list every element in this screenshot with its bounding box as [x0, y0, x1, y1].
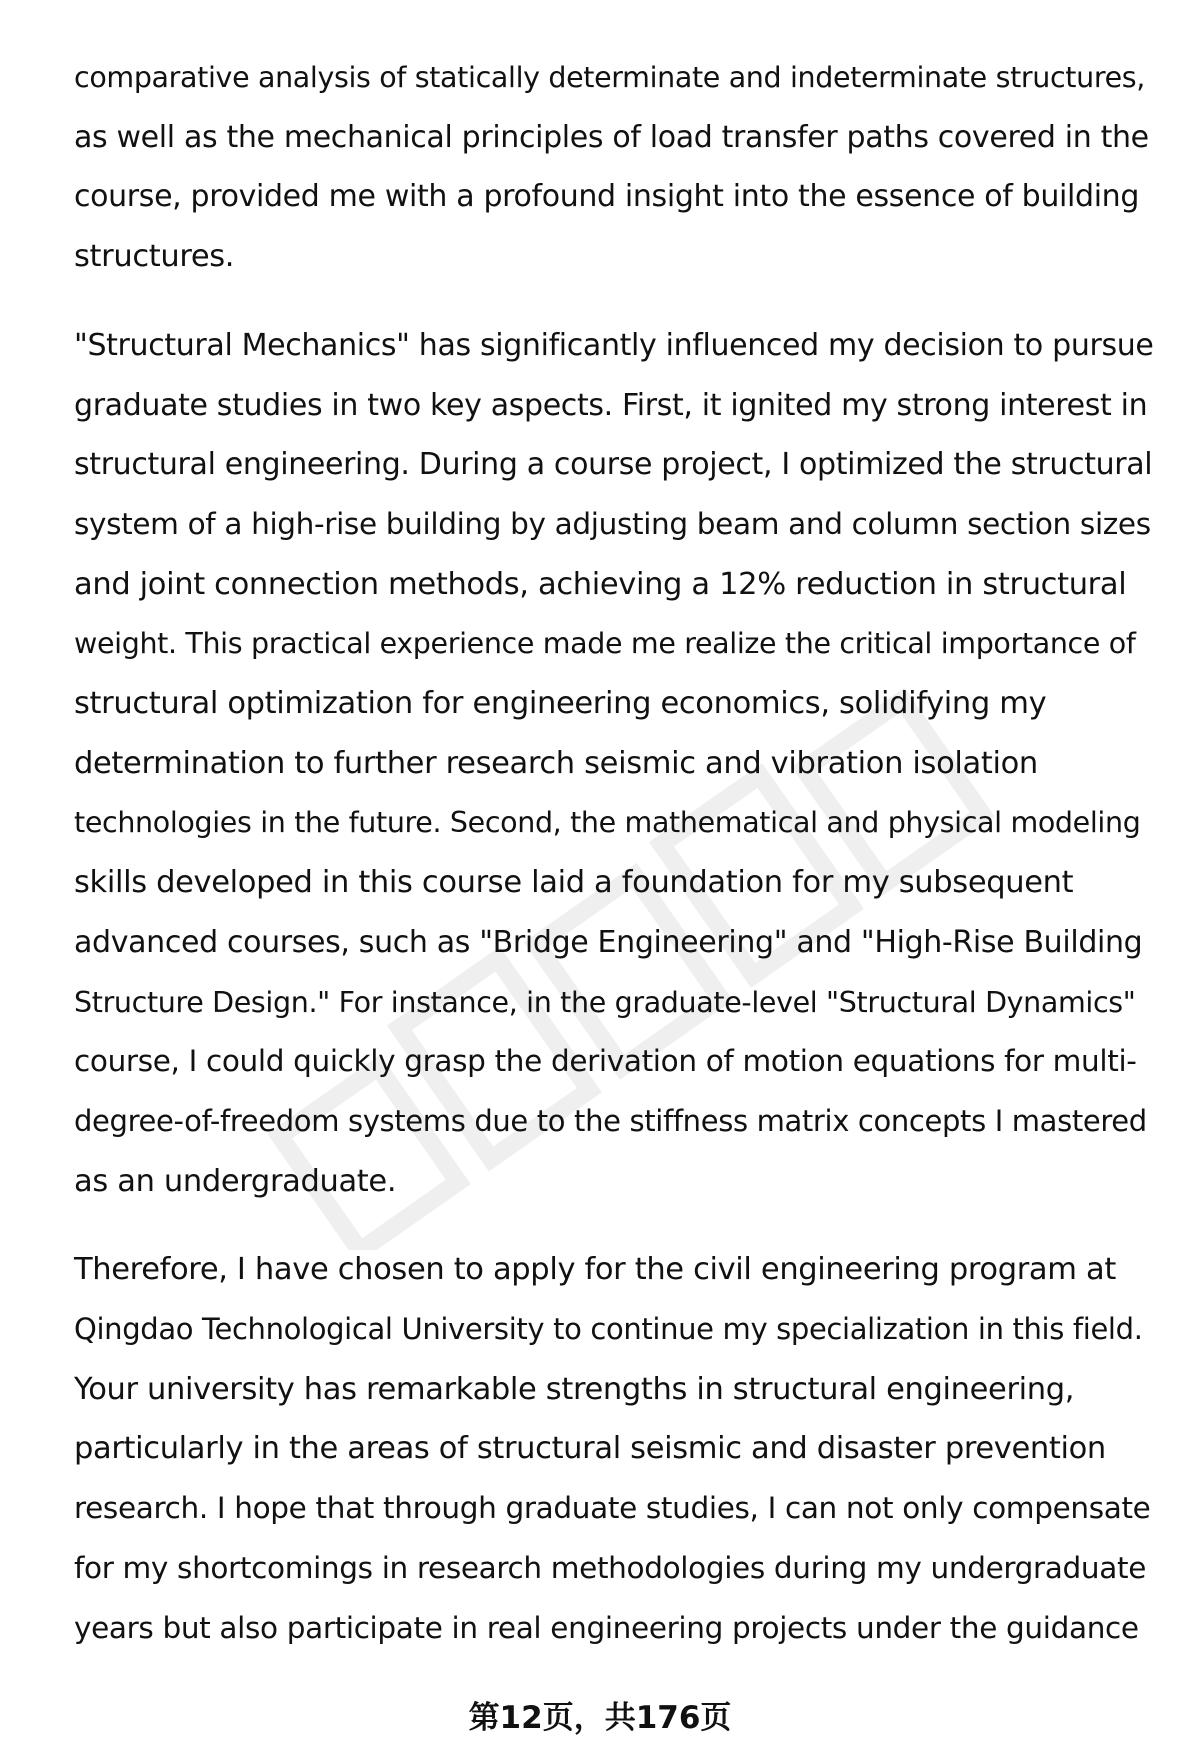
text-line: technologies in the future. Second, the mathematical and physical modeling	[74, 806, 1141, 840]
text-line: structural engineering. During a course project, I optimized the structural	[74, 447, 1153, 483]
text-line: system of a high-rise building by adjusting beam and column section sizes	[74, 506, 1151, 541]
text-line: Structure Design." For instance, in the graduate-level "Structural Dynamics"	[74, 985, 1136, 1019]
text-line: skills developed in this course laid a foundation for my subsequent	[74, 865, 1074, 901]
text-line: Therefore, I have chosen to apply for the civil engineering program at	[74, 1252, 1116, 1288]
paragraph-3	[74, 1240, 1154, 1658]
text-line: research. I hope that through graduate studies, I can not only compensate	[74, 1491, 1151, 1526]
text-line: "Structural Mechanics" has significantly influenced my decision to pursue	[74, 327, 1154, 363]
text-line: weight. This practical experience made me realize the critical importance of	[74, 627, 1136, 661]
paragraph-1	[74, 48, 1154, 287]
text-line: advanced courses, such as "Bridge Engineering" and "High-Rise Building	[74, 924, 1143, 960]
paragraph-2	[74, 316, 1154, 1212]
text-line: structures.	[74, 239, 235, 275]
text-line: and joint connection methods, achieving a 12% reduction in structural	[74, 566, 1127, 602]
text-line: for my shortcomings in research methodologies during my undergraduate	[74, 1550, 1146, 1585]
page-number-footer: 第12页，共176页	[468, 1700, 732, 1736]
text-line: course, I could quickly grasp the derivation of motion equations for multi-	[74, 1044, 1137, 1079]
text-line: as an undergraduate.	[74, 1163, 397, 1199]
text-line: Qingdao Technological University to continue my specialization in this field.	[74, 1312, 1143, 1347]
text-line: structural optimization for engineering economics, solidifying my	[74, 686, 1047, 722]
text-line: as well as the mechanical principles of load transfer paths covered in the	[74, 119, 1149, 155]
document-body	[74, 48, 1154, 1687]
text-line: Your university has remarkable strengths in structural engineering,	[74, 1371, 1075, 1407]
text-line: graduate studies in two key aspects. First, it ignited my strong interest in	[74, 387, 1148, 423]
text-line: comparative analysis of statically determinate and indeterminate structures,	[74, 61, 1145, 94]
text-line: course, provided me with a profound insight into the essence of building	[74, 179, 1140, 215]
text-line: determination to further research seismic and vibration isolation	[74, 745, 1038, 781]
text-line: years but also participate in real engineering projects under the guidance	[74, 1610, 1139, 1645]
text-line: particularly in the areas of structural seismic and disaster prevention	[74, 1431, 1106, 1467]
text-line: degree-of-freedom systems due to the stiffness matrix concepts I mastered	[74, 1103, 1147, 1138]
